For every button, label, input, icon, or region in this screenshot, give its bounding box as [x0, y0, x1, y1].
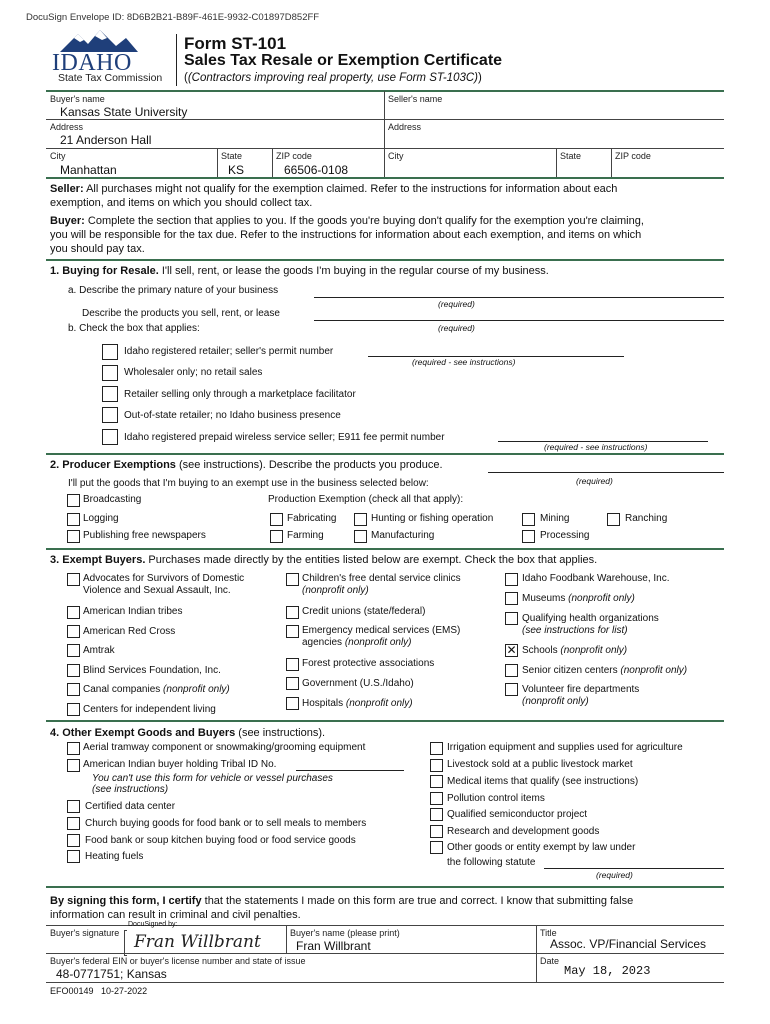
signature-label: Buyer's signature: [50, 928, 120, 938]
section-4-heading: [50, 726, 325, 740]
s1-b-label: b. Check the box that applies:: [68, 323, 200, 334]
checkbox-mining[interactable]: [522, 513, 535, 526]
option-qualifier: (nonprofit only): [522, 696, 589, 707]
signature-field[interactable]: Fran Willbrant: [134, 932, 261, 952]
option-qualifier: (nonprofit only): [163, 684, 230, 695]
option-label: Idaho Foodbank Warehouse, Inc.: [522, 573, 670, 584]
note-text: (see instructions): [92, 784, 169, 795]
footer-code: EFO00149: [50, 986, 94, 996]
option-text: Schools: [522, 645, 561, 656]
option-label: Livestock sold at a public livestock market: [447, 759, 633, 770]
grid-divider: [556, 148, 557, 177]
option-label: [522, 613, 659, 637]
option-label: Government (U.S./Idaho): [302, 678, 414, 689]
option-text: agencies: [302, 637, 345, 648]
form-number: Form ST-101: [184, 34, 287, 53]
section-rule: [46, 453, 724, 455]
option-text: Senior citizen centers: [522, 665, 621, 676]
checkbox-research[interactable]: [430, 825, 443, 838]
option-text: Emergency medical services (EMS): [302, 625, 461, 636]
section-3-title: 3. Exempt Buyers.: [50, 554, 146, 566]
option-label: [302, 573, 461, 597]
buyer-name-field[interactable]: Kansas State University: [60, 105, 188, 119]
checkbox-hunting-fishing[interactable]: [354, 513, 367, 526]
fein-field[interactable]: 48-0771751; Kansas: [56, 967, 167, 981]
section-1-text: I'll sell, rent, or lease the goods I'm buying in the regular course of my business.: [158, 265, 549, 277]
checkbox-canal-companies[interactable]: [67, 683, 80, 696]
buyer-address-field[interactable]: 21 Anderson Hall: [60, 133, 152, 147]
option-label: Certified data center: [85, 801, 176, 812]
header-divider: [176, 34, 177, 86]
option-text: Violence and Sexual Assault, Inc.: [83, 585, 231, 596]
buyer-name-label: Buyer's name: [50, 94, 105, 104]
option-label: Amtrak: [83, 645, 115, 656]
fein-label: Buyer's federal EIN or buyer's license number and state of issue: [50, 956, 306, 966]
certification-line: that the statements I made on this form are true and correct. I know that submitting false: [201, 895, 634, 907]
buyer-address-label: Address: [50, 122, 84, 132]
seller-note-line: All purchases might not qualify for the exemption claimed. Refer to the instructions for information about each: [83, 183, 618, 195]
option-label: [522, 645, 627, 656]
option-label: Food bank or soup kitchen buying food or food service goods: [85, 835, 356, 846]
buyer-note-line: you will be responsible for the tax due. Refer to the instructions for information about each exemption, and items on which: [50, 229, 642, 241]
row-rule: [46, 982, 724, 983]
option-text: Advocates for Survivors of Domestic: [83, 573, 245, 584]
footer: [50, 986, 147, 996]
grid-divider: [611, 148, 612, 177]
checkbox-volunteer-fire[interactable]: [505, 683, 518, 696]
checkbox-semiconductor[interactable]: [430, 808, 443, 821]
tribal-id-note: [92, 773, 333, 795]
buyer-print-name-label: Buyer's name (please print): [290, 928, 400, 938]
option-label: Research and development goods: [447, 826, 600, 837]
row-rule: [46, 148, 724, 149]
option-label: Hunting or fishing operation: [371, 513, 494, 524]
option-label: [83, 684, 230, 695]
checkbox-data-center[interactable]: [67, 800, 80, 813]
logo-subtitle: State Tax Commission: [58, 72, 163, 84]
checkbox-other-goods[interactable]: [430, 841, 443, 854]
option-label: Wholesaler only; no retail sales: [124, 367, 263, 378]
seller-note: [50, 182, 726, 210]
row-rule: [46, 119, 724, 120]
certification-text: [50, 894, 726, 922]
option-qualifier: (nonprofit only): [620, 665, 688, 676]
section-2-text: (see instructions). Describe the products you produce.: [175, 459, 443, 471]
checkbox-schools[interactable]: [505, 644, 518, 657]
grid-divider: [217, 148, 218, 177]
check-mark-icon: ✕: [506, 643, 517, 657]
buyer-city-field[interactable]: Manhattan: [60, 163, 117, 177]
checkbox-livestock[interactable]: [430, 759, 443, 772]
production-exemption-heading: Production Exemption (check all that apply):: [268, 494, 464, 505]
checkbox-museums[interactable]: [505, 592, 518, 605]
buyer-state-field[interactable]: KS: [228, 163, 245, 177]
date-label: Date: [540, 956, 560, 966]
option-label: Irrigation equipment and supplies used for agriculture: [447, 742, 683, 753]
checkbox-tribal-id[interactable]: [67, 759, 80, 772]
date-field[interactable]: May 18, 2023: [564, 964, 651, 978]
required-note: (required): [438, 299, 475, 309]
seller-city-label: City: [388, 151, 404, 161]
buyer-print-name-field[interactable]: Fran Willbrant: [296, 939, 371, 953]
grid-divider: [272, 148, 273, 177]
seller-name-label: Seller's name: [388, 94, 443, 104]
checkbox-government[interactable]: [286, 677, 299, 690]
checkbox-american-indian-tribes[interactable]: [67, 606, 80, 619]
checkbox-credit-unions[interactable]: [286, 606, 299, 619]
seller-address-label: Address: [388, 122, 422, 132]
seller-note-lead: Seller:: [50, 183, 84, 195]
option-label: Publishing free newspapers: [83, 530, 206, 541]
option-label: Processing: [540, 530, 590, 541]
option-label: [302, 625, 460, 649]
checkbox-wholesaler[interactable]: [102, 365, 118, 381]
checkbox-forest-protective[interactable]: [286, 658, 299, 671]
option-text: Hospitals: [302, 698, 346, 709]
buyer-note-lead: Buyer:: [50, 215, 85, 227]
section-1-title: 1. Buying for Resale.: [50, 265, 159, 277]
buyer-city-label: City: [50, 151, 66, 161]
checkbox-idaho-retailer[interactable]: [102, 344, 118, 360]
checkbox-medical-items[interactable]: [430, 775, 443, 788]
seller-zip-label: ZIP code: [615, 151, 651, 161]
option-label: Credit unions (state/federal): [302, 606, 426, 617]
checkbox-ems[interactable]: [286, 625, 299, 638]
required-note: (required - see instructions): [412, 357, 516, 367]
required-note: (required - see instructions): [544, 442, 648, 452]
buyer-zip-field[interactable]: 66506-0108: [284, 163, 349, 177]
option-label: Mining: [540, 513, 570, 524]
option-label: Aerial tramway component or snowmaking/grooming equipment: [83, 742, 366, 753]
business-nature-input[interactable]: [314, 297, 724, 298]
checkbox-logging[interactable]: [67, 513, 80, 526]
option-label: [83, 573, 244, 597]
checkbox-marketplace-retailer[interactable]: [102, 386, 118, 402]
option-label: American Indian tribes: [83, 606, 183, 617]
option-label: Idaho registered retailer; seller's permit number: [124, 346, 334, 357]
checkbox-food-bank[interactable]: [67, 834, 80, 847]
section-3-text: Purchases made directly by the entities listed below are exempt. Check the box that applies.: [145, 554, 598, 566]
option-label: Farming: [287, 530, 324, 541]
buyer-state-label: State: [221, 151, 243, 161]
option-label: Out-of-state retailer; no Idaho business presence: [124, 410, 341, 421]
envelope-id: DocuSign Envelope ID: 8D6B2B21-B89F-461E-9932-C01897D852FF: [26, 12, 320, 23]
seller-state-label: State: [560, 151, 582, 161]
checkbox-heating-fuels[interactable]: [67, 850, 80, 863]
option-text: Canal companies: [83, 684, 164, 695]
option-text: Museums: [522, 593, 569, 604]
checkbox-dental-clinics[interactable]: [286, 573, 299, 586]
option-label: Retailer selling only through a marketplace facilitator: [124, 389, 356, 400]
certification-lead: By signing this form, I certify: [50, 895, 202, 907]
option-label: Medical items that qualify (see instructions): [447, 776, 639, 787]
option-qualifier: (nonprofit only): [345, 698, 413, 709]
checkbox-aerial-tramway[interactable]: [67, 742, 80, 755]
option-label: Ranching: [625, 513, 668, 524]
option-label: Heating fuels: [85, 851, 144, 862]
option-label: Centers for independent living: [83, 704, 216, 715]
option-qualifier: (nonprofit only): [344, 637, 412, 648]
section-rule: [46, 886, 724, 888]
certification-line: information can result in criminal and civil penalties.: [50, 909, 301, 921]
option-label: [522, 665, 687, 676]
checkbox-broadcasting[interactable]: [67, 494, 80, 507]
checkbox-red-cross[interactable]: [67, 625, 80, 638]
option-label: Other goods or entity exempt by law under: [447, 842, 636, 853]
checkbox-hospitals[interactable]: [286, 697, 299, 710]
checkbox-farming[interactable]: [270, 530, 283, 543]
produced-products-input[interactable]: [488, 472, 724, 473]
option-qualifier: (nonprofit only): [302, 585, 369, 596]
section-4-title: 4. Other Exempt Goods and Buyers: [50, 727, 236, 739]
option-text: Children's free dental service clinics: [302, 573, 461, 584]
logo-wordmark: IDAHO: [52, 50, 132, 76]
section-2-heading: [50, 458, 443, 472]
s1-a-label: a. Describe the primary nature of your business: [68, 285, 279, 296]
form-title: Sales Tax Resale or Exemption Certificate: [184, 52, 503, 69]
option-label: Idaho registered prepaid wireless service seller; E911 fee permit number: [124, 432, 445, 443]
buyer-note: [50, 214, 726, 256]
required-note: (required): [596, 870, 633, 880]
statute-input[interactable]: [544, 868, 724, 869]
option-label: [522, 593, 635, 604]
option-label: Qualified semiconductor project: [447, 809, 588, 820]
row-rule: [46, 953, 724, 954]
required-note: (required): [576, 476, 613, 486]
footer-date: 10-27-2022: [101, 986, 148, 996]
mountain-logo-icon: [60, 30, 138, 52]
option-label: [522, 684, 639, 708]
grid-divider: [384, 91, 385, 177]
option-label: American Indian buyer holding Tribal ID No.: [83, 759, 277, 770]
option-label: Forest protective associations: [302, 658, 435, 669]
section-2-title: 2. Producer Exemptions: [50, 459, 176, 471]
title-field[interactable]: Assoc. VP/Financial Services: [550, 937, 707, 951]
required-note: (required): [438, 323, 475, 333]
option-qualifier: (nonprofit only): [568, 593, 635, 604]
buyer-note-line: you should pay tax.: [50, 243, 145, 255]
option-label: Church buying goods for food bank or to sell meals to members: [85, 818, 367, 829]
option-label: Blind Services Foundation, Inc.: [83, 665, 221, 676]
option-label: Broadcasting: [83, 494, 142, 505]
s2-line: I'll put the goods that I'm buying to an exempt use in the business selected below:: [68, 478, 429, 489]
buyer-note-line: Complete the section that applies to you. If the goods you're buying don't qualify for the exemption you're claiming,: [84, 215, 644, 227]
docusigned-tag: DocuSigned by:: [128, 921, 178, 928]
checkbox-church-food[interactable]: [67, 817, 80, 830]
section-rule: [46, 720, 724, 722]
option-label: Logging: [83, 513, 119, 524]
checkbox-blind-services[interactable]: [67, 664, 80, 677]
title-label: Title: [540, 928, 557, 938]
option-text: Qualifying health organizations: [522, 613, 659, 624]
form-note: ((Contractors improving real property, use Form ST-103C)): [184, 72, 482, 84]
checkbox-health-organizations[interactable]: [505, 612, 518, 625]
checkbox-publishing[interactable]: [67, 530, 80, 543]
form-note-text: (Contractors improving real property, use Form ST-103C): [187, 72, 478, 84]
checkbox-prepaid-wireless[interactable]: [102, 429, 118, 445]
section-1-heading: [50, 264, 549, 278]
note-text: You can't use this form for vehicle or vessel purchases: [92, 773, 333, 784]
checkbox-out-of-state[interactable]: [102, 407, 118, 423]
option-label: Manufacturing: [371, 530, 435, 541]
section-3-heading: [50, 553, 597, 567]
section-rule: [46, 259, 724, 261]
seller-note-line: exemption, and items on which you should collect tax.: [50, 197, 313, 209]
checkbox-manufacturing[interactable]: [354, 530, 367, 543]
grid-divider: [286, 925, 287, 953]
section-rule: [46, 548, 724, 550]
s1-a2-label: Describe the products you sell, rent, or lease: [82, 308, 280, 319]
top-rule: [46, 90, 724, 92]
buyer-zip-label: ZIP code: [276, 151, 312, 161]
checkbox-senior-centers[interactable]: [505, 664, 518, 677]
checkbox-fabricating[interactable]: [270, 513, 283, 526]
checkbox-foodbank-warehouse[interactable]: [505, 573, 518, 586]
option-label: Fabricating: [287, 513, 337, 524]
option-qualifier: (nonprofit only): [560, 645, 628, 656]
option-label: the following statute: [447, 857, 536, 868]
checkbox-independent-living[interactable]: [67, 703, 80, 716]
option-label: Pollution control items: [447, 793, 545, 804]
checkbox-advocates[interactable]: [67, 573, 80, 586]
section-4-text: (see instructions).: [235, 727, 326, 739]
checkbox-irrigation[interactable]: [430, 742, 443, 755]
checkbox-ranching[interactable]: [607, 513, 620, 526]
checkbox-processing[interactable]: [522, 530, 535, 543]
products-input[interactable]: [314, 320, 724, 321]
checkbox-pollution-control[interactable]: [430, 792, 443, 805]
option-text: Volunteer fire departments: [522, 684, 640, 695]
option-qualifier: (see instructions for list): [522, 625, 628, 636]
grid-bottom-rule: [46, 177, 724, 179]
tribal-id-input[interactable]: [296, 770, 404, 771]
option-label: [302, 698, 413, 709]
checkbox-amtrak[interactable]: [67, 644, 80, 657]
option-label: American Red Cross: [83, 626, 176, 637]
